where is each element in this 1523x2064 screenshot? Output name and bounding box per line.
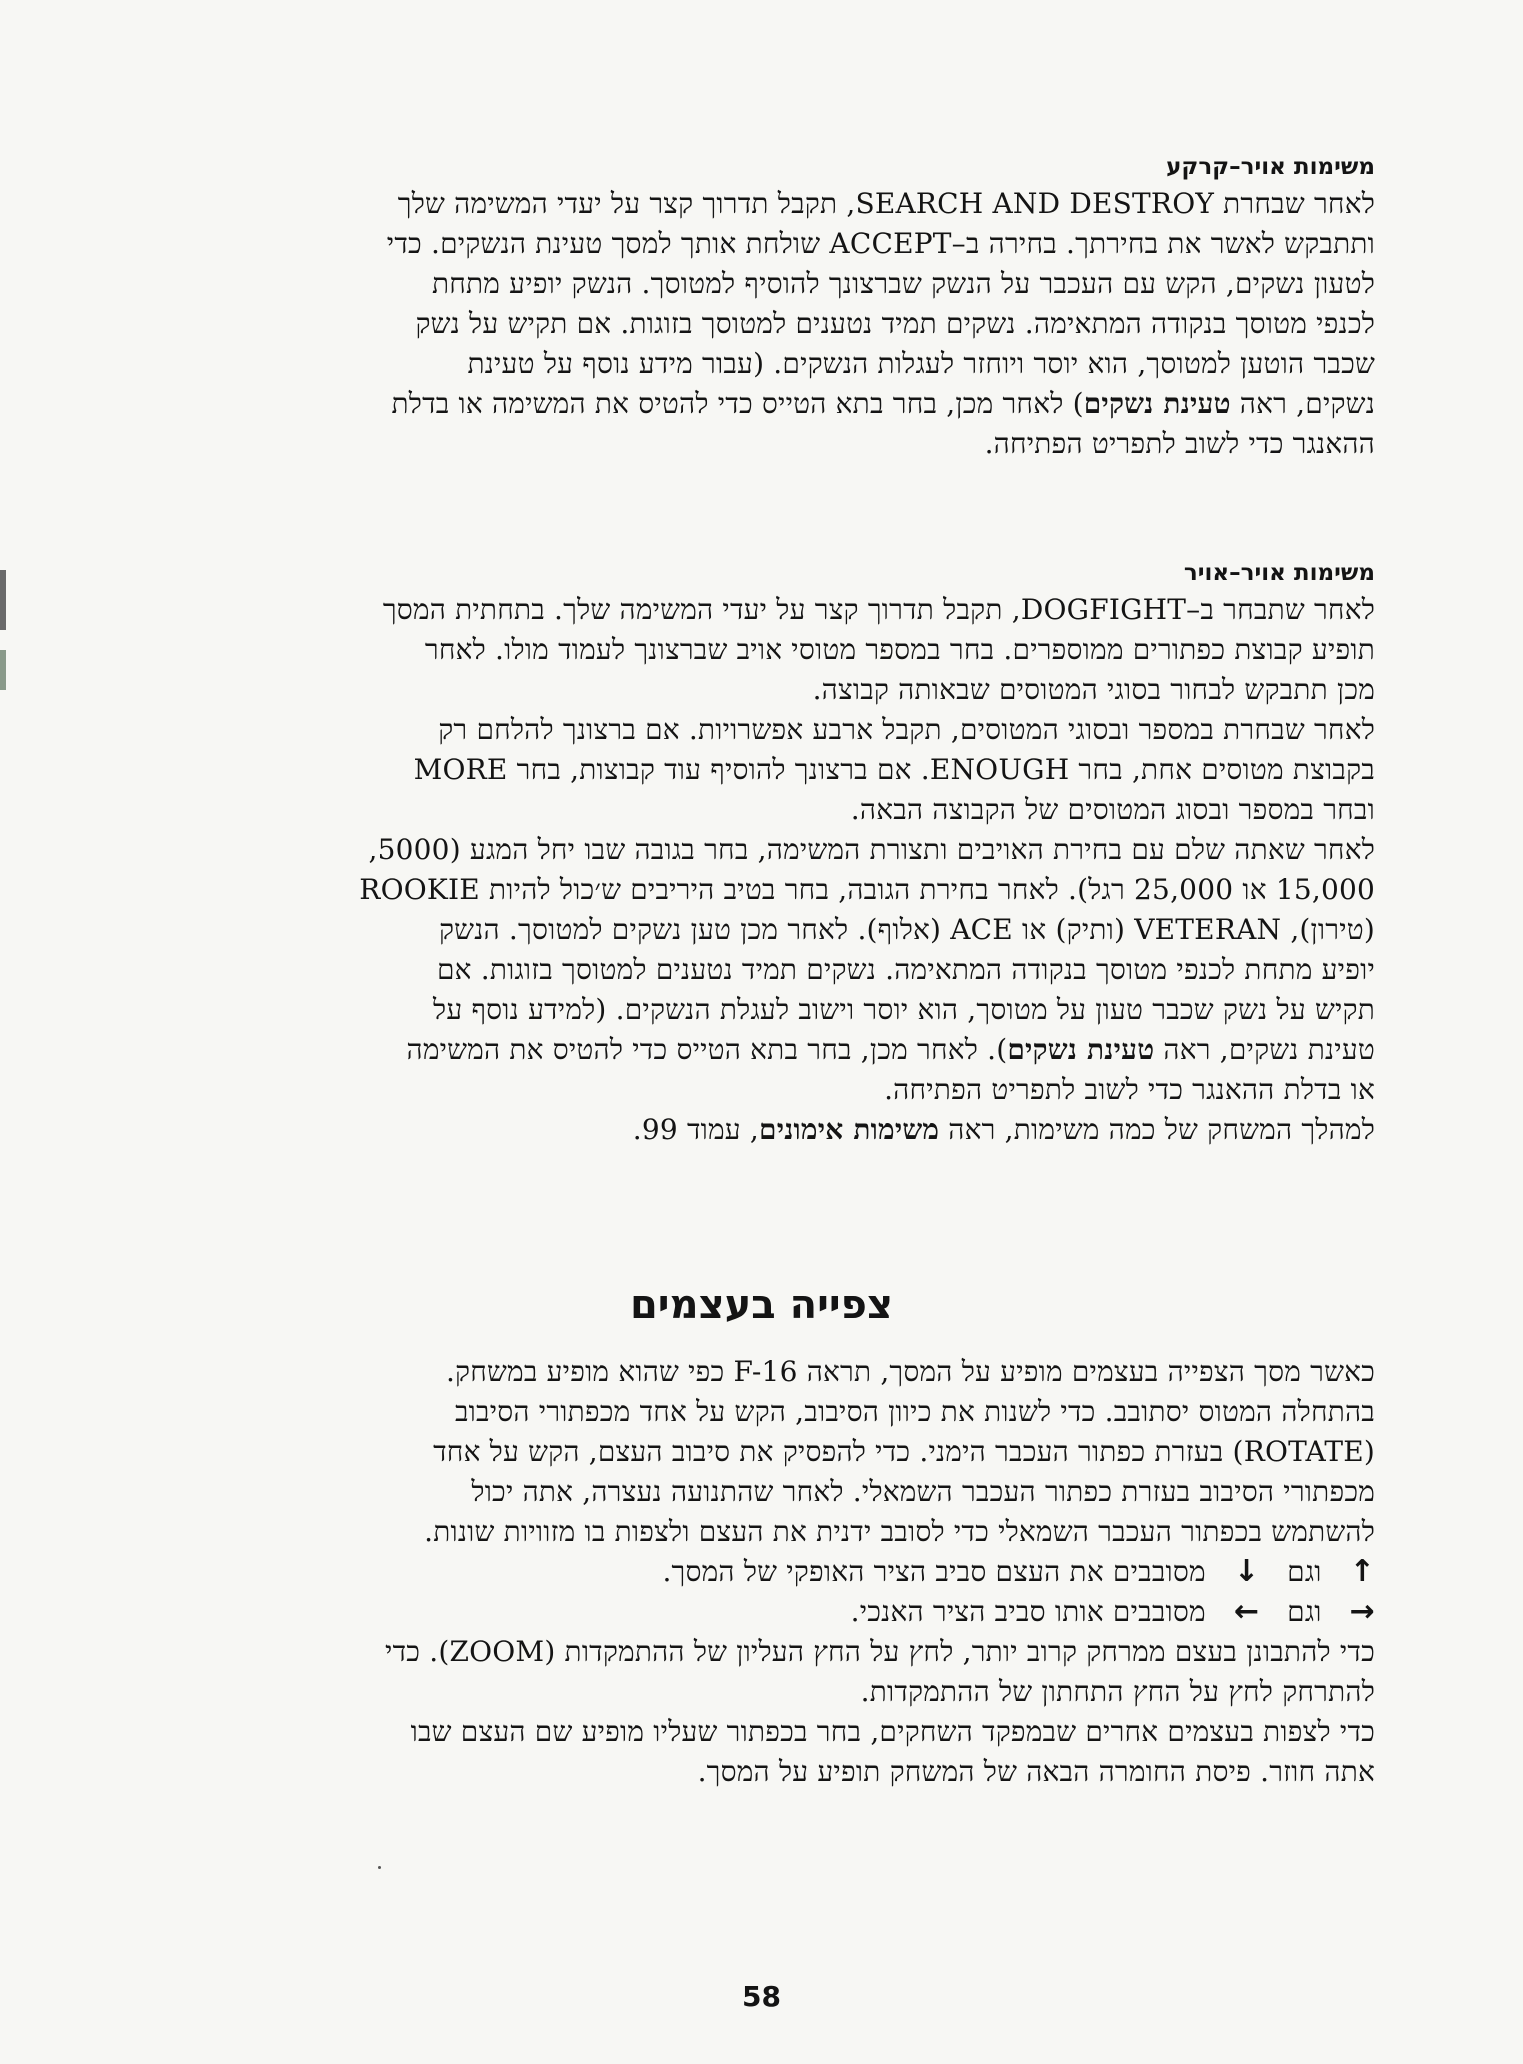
text-line	[180, 1030, 1375, 1070]
text-line: לכנפי מטוסך בנקודה המתאימה. נשקים תמיד נטענים למטוסך בזוגות. אם תקיש על נשק	[415, 307, 1375, 340]
section-object-view	[180, 1352, 1375, 1792]
text-line: (ROTATE) בעזרת כפתור העכבר הימני. כדי להפסיק את סיבוב העצם, הקש על אחד	[433, 1435, 1375, 1468]
scan-edge-mark	[0, 570, 6, 630]
arrow-row-text: מסובבים את העצם סביב הציר האופקי של המסך.	[662, 1555, 1206, 1588]
arrow-row-vertical	[180, 1552, 1375, 1592]
text-line: ובחר במספר ובסוג המטוסים של הקבוצה הבאה.	[850, 793, 1375, 826]
page-number: 58	[742, 1980, 781, 2013]
text-line: מכן תתבקש לבחור בסוגי המטוסים שבאותה קבוצה.	[812, 673, 1375, 706]
arrow-row-word: וגם	[1287, 1595, 1322, 1628]
text-line: לטעון נשקים, הקש עם העכבר על הנשק שברצונך להוסיף למטוסך. הנשק יופיע מתחת	[431, 267, 1375, 300]
text-line	[180, 384, 1375, 424]
arrow-up-icon: ↑	[1349, 1554, 1375, 1589]
section-heading: משימות אויר–קרקע	[1166, 154, 1375, 180]
arrow-row-horizontal	[180, 1592, 1375, 1632]
text-line: לאחר שבחרת SEARCH AND DESTROY, תקבל תדרוך קצר על יעדי המשימה שלך	[397, 187, 1375, 220]
text-line: בהתחלה המטוס יסתובב. כדי לשנות את כיוון הסיבוב, הקש על אחד מכפתורי הסיבוב	[454, 1395, 1375, 1428]
text-line: יופיע מתחת לכנפי מטוסך בנקודה המתאימה. נשקים תמיד נטענים למטוסך בזוגות. אם	[436, 953, 1375, 986]
text-line: כדי להתבונן בעצם ממרחק קרוב יותר, לחץ על החץ העליון של ההתמקדות (ZOOM). כדי	[385, 1635, 1375, 1668]
text-fragment: טעינת נשקים, ראה	[1154, 1033, 1375, 1066]
text-line: כדי לצפות בעצמים אחרים שבמפקד השחקים, בחר בכפתור שעליו מופיע שם העצם שבו	[410, 1715, 1375, 1748]
text-line: ותתבקש לאשר את בחירתך. בחירה ב–ACCEPT שולחת אותך למסך טעינת הנשקים. כדי	[386, 227, 1375, 260]
text-line: אתה חוזר. פיסת החומרה הבאה של המשחק תופיע על המסך.	[697, 1755, 1375, 1788]
text-line: שכבר הוטען למטוסך, הוא יוסר ויוחזר לעגלות הנשקים. (עבור מידע נוסף על טעינת	[467, 347, 1375, 380]
arrow-row-text: מסובבים אותו סביב הציר האנכי.	[850, 1595, 1206, 1628]
text-line: או בדלת ההאנגר כדי לשוב לתפריט הפתיחה.	[884, 1073, 1375, 1106]
section-title: צפייה בעצמים	[629, 1282, 894, 1328]
text-line: לאחר שאתה שלם עם בחירת האויבים ותצורת המשימה, בחר בגובה שבו יחל המגע (5000,	[368, 833, 1375, 866]
text-line: לאחר שבחרת במספר ובסוגי המטוסים, תקבל ארבע אפשרויות. אם ברצונך להלחם רק	[438, 713, 1375, 746]
text-line: לאחר שתבחר ב–DOGFIGHT, תקבל תדרוך קצר על יעדי המשימה שלך. בתחתית המסך	[382, 593, 1375, 626]
text-line: ההאנגר כדי לשוב לתפריט הפתיחה.	[984, 427, 1375, 460]
text-fragment: למהלך המשחק של כמה משימות, ראה	[939, 1113, 1375, 1146]
text-line: תקיש על נשק שכבר טעון על מטוסך, הוא יוסר וישוב לעגלת הנשקים. (למידע נוסף על	[433, 993, 1375, 1026]
cross-reference: משימות אימונים	[759, 1113, 940, 1146]
scan-edge-mark	[0, 650, 6, 690]
section-air-air	[180, 556, 1375, 1150]
text-fragment: ) לאחר מכן, בחר בתא הטייס כדי להטיס את המשימה או בדלת	[391, 387, 1084, 420]
text-fragment: ). לאחר מכן, בחר בתא הטייס כדי להטיס את המשימה	[406, 1033, 1008, 1066]
arrow-left-icon: ←	[1233, 1594, 1260, 1629]
arrow-down-icon: ↓	[1233, 1554, 1260, 1589]
text-line: (טירון), VETERAN (ותיק) או ACE (אלוף). לאחר מכן טען נשקים למטוסך. הנשק	[439, 913, 1375, 946]
arrow-row-word: וגם	[1287, 1555, 1322, 1588]
scan-speck	[378, 1866, 381, 1869]
text-fragment: נשקים, ראה	[1230, 387, 1375, 420]
arrow-right-icon: →	[1349, 1594, 1375, 1629]
text-line: להתרחק לחץ על החץ התחתון של ההתמקדות.	[860, 1675, 1375, 1708]
text-line: להשתמש בכפתור העכבר השמאלי כדי לסובב ידנית את העצם ולצפות בו מזוויות שונות.	[424, 1515, 1375, 1548]
text-line: כאשר מסך הצפייה בעצמים מופיע על המסך, תראה F-16 כפי שהוא מופיע במשחק.	[445, 1355, 1375, 1388]
section-heading: משימות אויר–אויר	[1183, 560, 1375, 586]
paragraph	[180, 1352, 1375, 1792]
text-line: בקבוצת מטוסים אחת, בחר ENOUGH. אם ברצונך להוסיף עוד קבוצות, בחר MORE	[413, 753, 1375, 786]
text-line: תופיע קבוצת כפתורים ממוספרים. בחר במספר מטוסי אויב שברצונך לעמוד מולו. לאחר	[424, 633, 1375, 666]
text-line: מכפתורי הסיבוב בעזרת כפתור העכבר השמאלי. לאחר שהתנועה נעצרה, אתה יכול	[471, 1475, 1375, 1508]
text-line: 15,000 או 25,000 רגל). לאחר בחירת הגובה, בחר בטיב היריבים ש׳כול להיות ROOKIE	[359, 873, 1375, 906]
text-fragment: , עמוד 99.	[632, 1113, 760, 1146]
cross-reference: טעינת נשקים	[1007, 1033, 1155, 1066]
cross-reference: טעינת נשקים	[1083, 387, 1231, 420]
paragraph	[180, 184, 1375, 464]
section-air-ground	[180, 150, 1375, 464]
text-line	[180, 1110, 1375, 1150]
paragraph	[180, 590, 1375, 1150]
